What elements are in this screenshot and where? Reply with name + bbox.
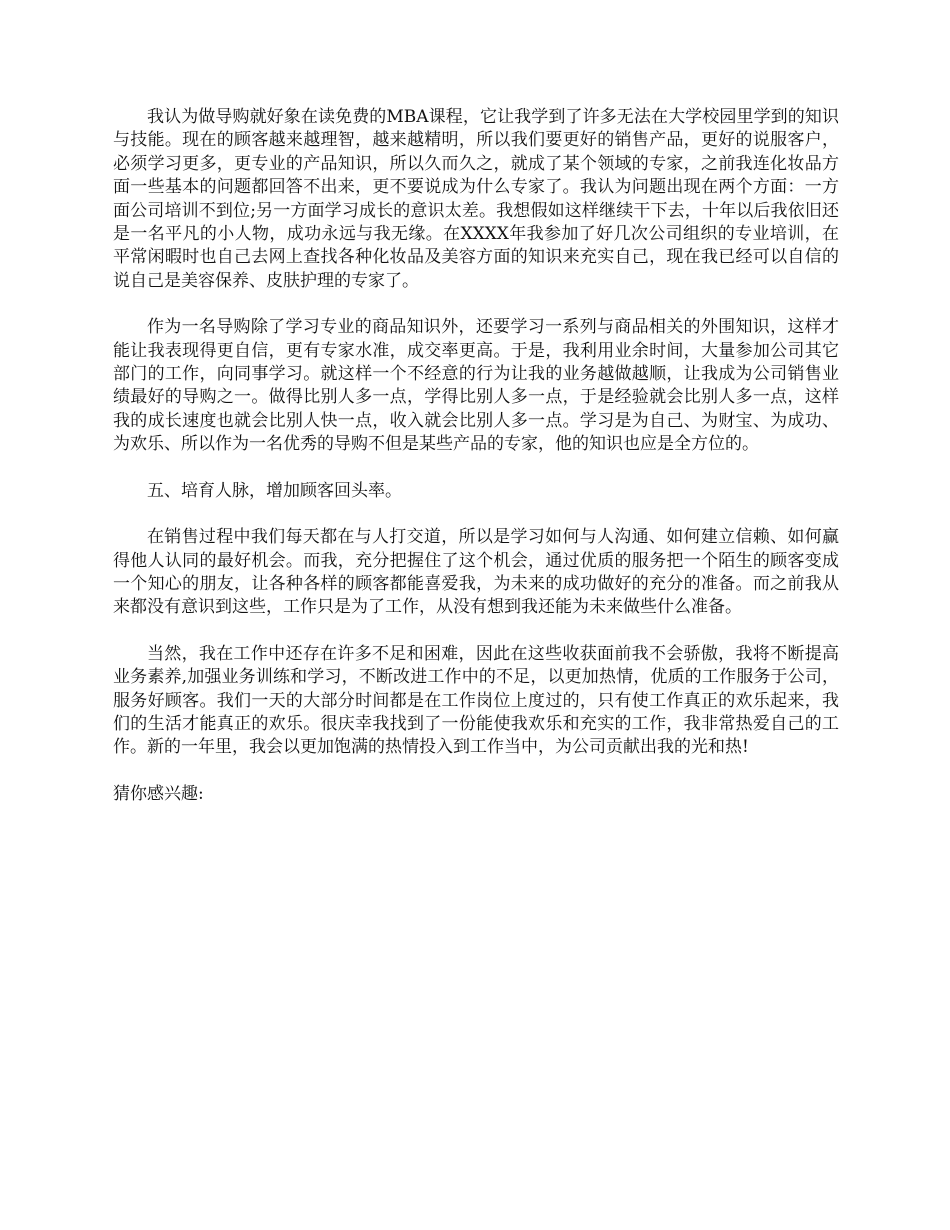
paragraph-sales-communication: 在销售过程中我们每天都在与人打交道，所以是学习如何与人沟通、如何建立信赖、如何赢得他人认同的最好机会。而我，充分把握住了这个机会，通过优质的服务把一个陌生的顾客变成一个知心的朋友，让各种各样的顾客都能喜爱我，为未来的成功做好的充分的准备。而之前我从来都没有意识到这些，工作只是为了工作，从没有想到我还能为未来做些什么准备。 (113, 527, 839, 618)
paragraph-mba-course: 我认为做导购就好象在读免费的MBA课程，它让我学到了许多无法在大学校园里学到的知识与技能。现在的顾客越来越理智，越来越精明，所以我们要更好的销售产品，更好的说服客户，必须学习更多，更专业的产品知识，所以久而久之，就成了某个领域的专家，之前我连化妆品方面一些基本的问题都回答不出来，更不要说成为什么专家了。我认为问题出现在两个方面：一方面公司培训不到位;另一方面学习成长的意识太差。我想假如这样继续干下去，十年以后我依旧还是一名平凡的小人物，成功永远与我无缘。在XXXX年我参加了好几次公司组织的专业培训，在平常闲暇时也自己去网上查找各种化妆品及美容方面的知识来充实自己，现在我已经可以自信的说自己是美容保养、皮肤护理的专家了。 (113, 107, 839, 291)
document-body (113, 106, 839, 806)
paragraph-spacer (113, 503, 839, 526)
paragraph-conclusion: 当然，我在工作中还存在许多不足和困难，因此在这些收获面前我不会骄傲，我将不断提高业务素养,加强业务训练和学习，不断改进工作中的不足，以更加热情，优质的工作服务于公司，服务好顾客。我们一天的大部分时间都是在工作岗位上度过的，只有使工作真正的欢乐起来，我们的生活才能真正的欢乐。很庆幸我找到了一份能使我欢乐和充实的工作，我非常热爱自己的工作。新的一年里，我会以更加饱满的热情投入到工作当中，为公司贡献出我的光和热! (113, 643, 839, 758)
related-articles-label: 猜你感兴趣: (113, 783, 204, 804)
paragraph-extra-knowledge: 作为一名导购除了学习专业的商品知识外，还要学习一系列与商品相关的外围知识，这样才能让我表现得更自信，更有专家水准，成交率更高。于是，我利用业余时间，大量参加公司其它部门的工作，向同事学习。就这样一个不经意的行为让我的业务越做越顺，让我成为公司销售业绩最好的导购之一。做得比别人多一点，学得比别人多一点，于是经验就会比别人多一点，这样我的成长速度也就会比别人快一点，收入就会比别人多一点。学习是为自己、为财宝、为成功、为欢乐、所以作为一名优秀的导购不但是某些产品的专家，他的知识也应是全方位的。 (113, 317, 839, 455)
paragraph-spacer (113, 760, 839, 783)
paragraph-spacer (113, 620, 839, 643)
section-heading-network: 五、培育人脉，增加顾客回头率。 (147, 480, 402, 501)
paragraph-spacer (113, 293, 839, 316)
paragraph-spacer (113, 457, 839, 480)
